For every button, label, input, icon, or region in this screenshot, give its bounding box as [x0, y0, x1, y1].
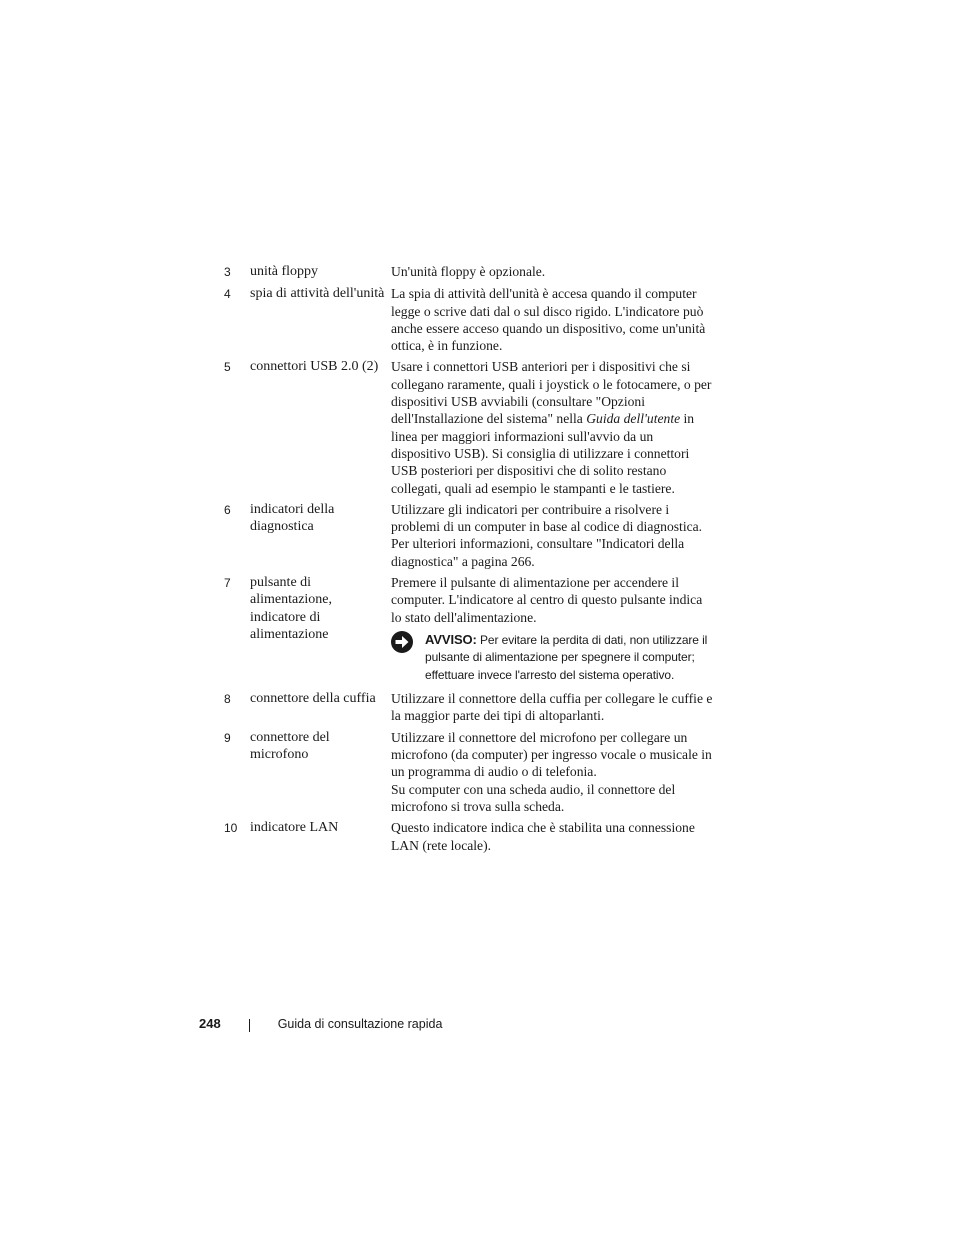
table-row	[224, 358, 714, 496]
item-description: Utilizzare il connettore della cuffia per collegare le cuffie e la maggior parte dei tipi di altoparlanti.	[391, 691, 713, 724]
item-label: indicatori della diagnostica	[250, 501, 335, 535]
table-row	[224, 690, 714, 725]
item-label: indicatore LAN	[250, 820, 339, 836]
table-row	[224, 729, 714, 815]
table-row	[224, 263, 714, 281]
item-number: 9	[224, 730, 231, 745]
item-label: spia di attività dell'unità	[250, 286, 385, 302]
footer-title: Guida di consultazione rapida	[277, 1016, 443, 1031]
table-row	[224, 819, 714, 854]
item-description: Utilizzare gli indicatori per contribuire a risolvere i problemi di un computer in base al codice di diagnostica. Per ulteriori informazioni, consultare "Indicatori della diagnostica" a pagina 266.	[391, 501, 703, 569]
guide-title: Guida dell'utente	[586, 411, 681, 427]
item-label: unità floppy	[250, 264, 319, 279]
page-number: 248	[199, 1016, 221, 1031]
item-number: 6	[224, 502, 231, 517]
item-label: pulsante di alimentazione, indicatore di alimentazione	[250, 575, 333, 642]
item-number: 4	[224, 287, 231, 302]
notice-arrow-icon	[391, 631, 413, 653]
item-description: Questo indicatore indica che è stabilita una connessione LAN (rete locale).	[391, 820, 695, 853]
item-description: Usare i connettori USB anteriori per i dispositivi che si collegano raramente, quali i joystick o le fotocamere, o per dispositivi USB avviabili (consultare "Opzioni dell'Installazione del sistema" nella Guida dell'utente in linea per maggiori informazioni sull'avvio da un dispositivo USB). Si consiglia di utilizzare i connettori USB posteriori per dispositivi che di solito restano collegati, quali ad esempio le stampanti e le tastiere.	[391, 359, 712, 496]
item-description: Premere il pulsante di alimentazione per accendere il computer. L'indicatore al centro di questo pulsante indica lo stato dell'alimentazione. AVVISO: Per evitare la perdita di dati, non utilizzare il pulsante di alimentazione per spegnere il computer; effettuare invece l'arresto del sistema operativo.	[391, 574, 713, 686]
notice-box	[391, 631, 713, 684]
table-row	[224, 574, 714, 686]
item-label: connettori USB 2.0 (2)	[250, 359, 379, 375]
item-number: 3	[224, 265, 231, 279]
item-number: 8	[224, 692, 231, 707]
table-row	[224, 285, 714, 354]
item-description: La spia di attività dell'unità è accesa quando il computer legge o scrive dati dal o sul disco rigido. L'indicatore può anche essere acceso quando un dispositivo, come un'unità ottica, è in funzione.	[391, 286, 706, 354]
footer-divider	[249, 1019, 250, 1032]
page-footer	[199, 1016, 442, 1031]
component-table	[224, 263, 714, 858]
item-description: Utilizzare il connettore del microfono per collegare un microfono (da computer) per ingresso vocale o musicale in un programma di audio o di telefonia. Su computer con una scheda audio, il connettore del microfono si trova sulla scheda.	[391, 729, 712, 814]
item-label: connettore della cuffia	[250, 691, 376, 707]
item-number: 7	[224, 576, 231, 591]
item-label: connettore del microfono	[250, 729, 330, 763]
table-row	[224, 501, 714, 570]
notice-text: AVVISO: Per evitare la perdita di dati, non utilizzare il pulsante di alimentazione per spegnere il computer; effettuare invece l'arresto del sistema operativo.	[425, 631, 708, 682]
item-description: Un'unità floppy è opzionale.	[391, 264, 546, 279]
notice-label: AVVISO:	[425, 631, 477, 647]
item-number: 10	[224, 821, 238, 836]
item-number: 5	[224, 360, 231, 375]
